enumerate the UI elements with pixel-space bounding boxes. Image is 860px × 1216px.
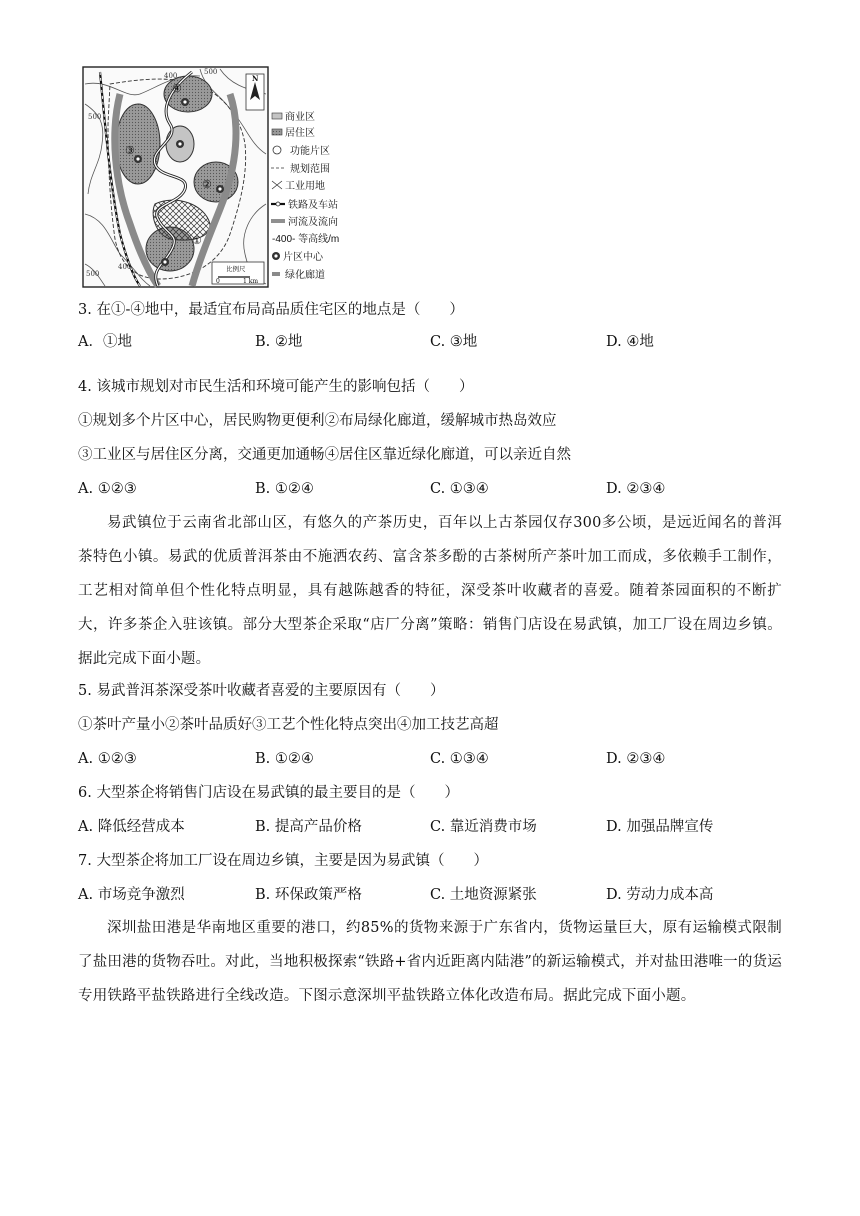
zone-marker-4: ④ xyxy=(172,82,182,95)
legend-rail: 铁路及车站 xyxy=(288,200,338,211)
map-legend xyxy=(271,110,339,281)
svg-text:比例尺: 比例尺 xyxy=(226,265,246,273)
contour-label: 500 xyxy=(86,270,100,278)
legend-industry: 工业用地 xyxy=(285,181,325,192)
zone-marker-3: ③ xyxy=(125,144,135,157)
q4-stem: 4. 该城市规划对市民生活和环境可能产生的影响包括（ ） xyxy=(78,379,474,395)
q7-stem: 7. 大型茶企将加工厂设在周边乡镇，主要是因为易武镇（ ） xyxy=(78,853,488,869)
contour-label: 500 xyxy=(88,113,102,121)
q6-option-b[interactable]: B. 提高产品价格 xyxy=(255,819,362,835)
q4-option-b[interactable]: B. ①②④ xyxy=(255,481,314,497)
q5-option-b[interactable]: B. ①②④ xyxy=(255,751,314,767)
passage-yiwu-tea: 易武镇位于云南省北部山区，有悠久的产茶历史，百年以上古茶园仅存300多公顷，是远近闻名的普洱茶特色小镇。易武的优质普洱茶由不施洒农药、富含茶多酚的古茶树所产茶叶加工而成，多依赖手工制作，工艺相对简单但个性化特点明显，具有越陈越香的特征，深受茶叶收藏者的喜爱。随着茶园面积的不断扩大，许多茶企入驻该镇。部分大型茶企采取“店厂分离”策略：销售门店设在易武镇，加工厂设在周边乡镇。据此完成下面小题。 xyxy=(78,515,782,667)
zone-3-area xyxy=(116,104,160,184)
legend-river: 河流及流向 xyxy=(288,217,338,228)
q3-option-a[interactable]: A．①地 xyxy=(78,334,132,350)
legend-plan: 规划范围 xyxy=(290,164,330,175)
q7-option-b[interactable]: B. 环保政策严格 xyxy=(255,887,362,903)
q6-stem: 6. 大型茶企将销售门店设在易武镇的最主要目的是（ ） xyxy=(78,785,459,801)
q3-option-d[interactable]: D. ④地 xyxy=(606,334,654,350)
legend-zone: 功能片区 xyxy=(290,146,330,157)
q4-option-a[interactable]: A. ①②③ xyxy=(78,481,137,497)
q3-option-c[interactable]: C. ③地 xyxy=(430,334,478,350)
q7-option-a[interactable]: A. 市场竞争激烈 xyxy=(78,887,185,903)
q5-option-d[interactable]: D. ②③④ xyxy=(606,751,666,767)
q7-option-d[interactable]: D. 劳动力成本高 xyxy=(606,887,714,903)
city-planning-map xyxy=(80,64,345,290)
q4-items-2: ③工业区与居住区分离，交通更加通畅④居住区靠近绿化廊道，可以亲近自然 xyxy=(78,447,571,463)
contour-label: 400 xyxy=(164,72,178,80)
legend-contour: -400- 等高线/m xyxy=(272,234,340,245)
north-arrow-icon xyxy=(246,74,264,110)
legend-green: 绿化廊道 xyxy=(285,270,325,281)
legend-residential: 居住区 xyxy=(285,128,315,139)
q5-stem: 5. 易武普洱茶深受茶叶收藏者喜爱的主要原因有（ ） xyxy=(78,683,445,699)
q6-option-a[interactable]: A. 降低经营成本 xyxy=(78,819,185,835)
q3-stem: 3. 在①-④地中，最适宜布局高品质住宅区的地点是（ ） xyxy=(78,302,464,318)
svg-text:1 km: 1 km xyxy=(243,278,259,285)
q4-option-c[interactable]: C. ①③④ xyxy=(430,481,489,497)
q5-items: ①茶叶产量小②茶叶品质好③工艺个性化特点突出④加工技艺高超 xyxy=(78,717,499,733)
q4-items-1: ①规划多个片区中心，居民购物更便利②布局绿化廊道，缓解城市热岛效应 xyxy=(78,413,557,429)
zone-marker-1: ① xyxy=(192,234,202,247)
scale-bar xyxy=(212,262,264,285)
zone-marker-2: ② xyxy=(202,178,212,191)
legend-commercial: 商业区 xyxy=(285,112,315,123)
map-drawing xyxy=(80,64,345,290)
q6-option-c[interactable]: C. 靠近消费市场 xyxy=(430,819,537,835)
q5-option-a[interactable]: A. ①②③ xyxy=(78,751,137,767)
q6-option-d[interactable]: D. 加强品牌宣传 xyxy=(606,819,714,835)
passage-yantian-port: 深圳盐田港是华南地区重要的港口，约85%的货物来源于广东省内，货物运量巨大，原有运输模式限制了盐田港的货物吞吐。对此，当地积极探索“铁路+省内近距离内陆港”的新运输模式，并对盐田港唯一的货运专用铁路平盐铁路进行全线改造。下图示意深圳平盐铁路立体化改造布局。据此完成下面小题。 xyxy=(78,920,782,1004)
q4-option-d[interactable]: D. ②③④ xyxy=(606,481,666,497)
q3-option-b[interactable]: B. ②地 xyxy=(255,334,303,350)
q5-option-c[interactable]: C. ①③④ xyxy=(430,751,489,767)
svg-text:0: 0 xyxy=(216,278,220,285)
q7-option-c[interactable]: C. 土地资源紧张 xyxy=(430,887,537,903)
contour-label: 400 xyxy=(118,263,132,271)
svg-text:N: N xyxy=(252,74,259,83)
legend-center: 片区中心 xyxy=(283,252,323,263)
contour-label: 500 xyxy=(204,68,218,76)
